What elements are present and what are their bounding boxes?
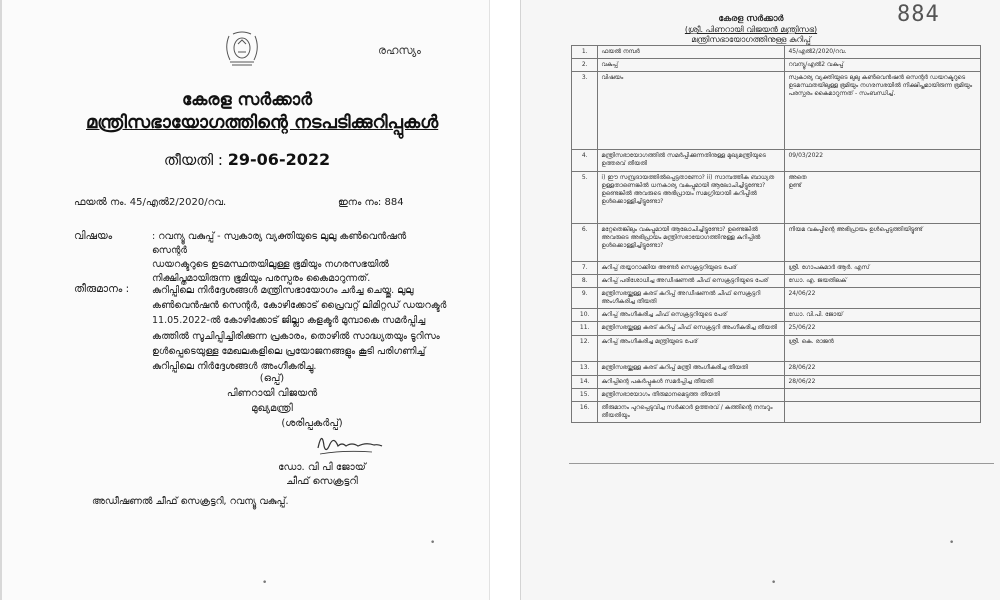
row-number: 10. — [572, 309, 598, 322]
table-row — [572, 59, 981, 72]
table-row — [572, 389, 981, 402]
row-label: കുറിപ്പിന്റെ പകർപ്പുകൾ സമർപ്പിച്ച തീയതി — [598, 376, 785, 389]
row-number: 1. — [572, 46, 598, 59]
subject-text — [152, 230, 444, 286]
page-title: മന്ത്രിസഭായോഗത്തിന്റെ നടപടിക്കുറിപ്പുകൾ — [86, 112, 439, 133]
chief-secretary-name: ഡോ. വി പി ജോയ് — [278, 462, 366, 473]
row-label: കുറിപ്പ് തയ്യാറാക്കിയ അണ്ടർ സെക്രട്ടറിയുടെ പേര് — [598, 262, 785, 275]
row-value: 28/06/22 — [785, 362, 981, 376]
row-label: തീരുമാനം പുറപ്പെടുവിച്ച സർക്കാർ ഉത്തരവ് / കത്തിന്റെ നമ്പറും തീയതിയും — [598, 402, 785, 423]
row-value: റവന്യൂ/എൽ2 വകുപ്പ് — [785, 59, 981, 72]
row-number: 3. — [572, 72, 598, 150]
table-row — [572, 402, 981, 423]
chief-secretary-title: ചീഫ് സെക്രട്ടറി — [286, 476, 358, 487]
subject-line: നിക്ഷിപ്തമായിരുന്ന ഭൂമിയും പരസ്പരം കൈമാറുന്നത്. — [152, 273, 371, 284]
decision-line: കത്തിൽ സൂചിപ്പിച്ചിരിക്കുന്ന പ്രകാരം, തൊഴിൽ സാദ്ധ്യതയും ടൂറിസം — [152, 330, 440, 342]
row-number: 9. — [572, 288, 598, 309]
table-row — [572, 288, 981, 309]
table-row — [572, 309, 981, 322]
row-label: മന്ത്രിസഭായോഗം തീരുമാനമെടുത്ത തീയതി — [598, 389, 785, 402]
scan-dot-icon: • — [262, 578, 268, 588]
decision-line: 11.05.2022-ൽ കോഴിക്കോട് ജില്ലാ കളക്ടർ മുമ്പാകെ സമർപ്പിച്ച — [152, 315, 426, 327]
row-label: മറ്റേതെങ്കിലും വകുപ്പുമായി ആലോചിച്ചിട്ടുണ്ടോ? ഉണ്ടെങ്കിൽ അവരുടെ അഭിപ്രായം മന്ത്രിസഭായോഗത്തിനുള്ള കുറിപ്പിൽ ഉൾക്കൊള്ളിച്ചിട്ടുണ്ടോ? — [598, 224, 785, 262]
table-row — [572, 336, 981, 362]
subject-line: : റവന്യൂ വകുപ്പ് - സ്വകാര്യ വ്യക്തിയുടെ ലുലു കൺവെൻഷൻ സെന്റർ — [152, 231, 407, 256]
decision-line: കൺവെൻഷൻ സെന്റർ, കോഴിക്കോട് പ്രൈവറ്റ് ലിമിറ്റഡ് ഡയറക്ടർ — [152, 300, 447, 312]
row-number: 7. — [572, 262, 598, 275]
table-row — [572, 172, 981, 224]
row-label: ഫയൽ നമ്പർ — [598, 46, 785, 59]
decision-text — [152, 283, 448, 374]
note-ministry-heading: (ശ്രീ. പിണറായി വിജയൻ മന്ത്രിസഭ) — [684, 25, 818, 34]
cm-title: മുഖ്യമന്ത്രി — [251, 403, 293, 414]
row-label: മന്ത്രിസഭയ്ക്കുള്ള കരട് കുറിപ്പ് മന്ത്രി അംഗീകരിച്ച തീയതി — [598, 362, 785, 376]
row-number: 6. — [572, 224, 598, 262]
row-value — [785, 389, 981, 402]
scan-dot-icon: • — [430, 538, 436, 548]
row-label: വകുപ്പ് — [598, 59, 785, 72]
note-govt-heading: കേരള സർക്കാർ — [718, 14, 784, 24]
table-row — [572, 275, 981, 288]
note-table — [571, 45, 981, 423]
table-row — [572, 262, 981, 275]
cabinet-note-page — [520, 0, 1000, 600]
row-value: 28/06/22 — [785, 376, 981, 389]
secret-label: രഹസ്യം — [378, 44, 421, 57]
kerala-emblem-icon — [220, 28, 264, 68]
cm-sd: (ഒപ്പ്) — [259, 373, 285, 384]
row-label: i) ഈ സമ്പ്രദായത്തിൽപ്പെട്ടതാണോ? ii) സാമ്പത്തിക ബാധ്യത ഉള്ളതാണെങ്കിൽ ധനകാര്യ വകുപ്പുമായി ആലോചിച്ചിട്ടുണ്ടോ? ഉണ്ടെങ്കിൽ അവരുടെ അഭിപ്രായം സമഗ്രിയായി കുറിപ്പിൽ ഉൾക്കൊള്ളിച്ചിട്ടുണ്ടോ? — [598, 172, 785, 224]
row-label: മന്ത്രിസഭയ്ക്കുള്ള കരട് കുറിപ്പ് ചീഫ് സെക്രട്ടറി അംഗീകരിച്ച തീയതി — [598, 322, 785, 336]
file-number: ഫയൽ നം. 45/എൽ2/2020/റവ. — [74, 197, 227, 208]
subject-line: ഡയറക്ടറുടെ ഉടമസ്ഥതയിലുള്ള ഭൂമിയും നഗരസഭയിൽ — [152, 259, 389, 270]
note-title: മന്ത്രിസഭായോഗത്തിനുള്ള കുറിപ്പ് — [691, 35, 811, 44]
copy-to: അഡീഷണൽ ചീഫ് സെക്രട്ടറി, റവന്യൂ വകുപ്പ്. — [92, 496, 289, 507]
minutes-page — [0, 0, 490, 600]
table-row — [572, 376, 981, 389]
row-value: ഡോ. വി.പി. ജോയ് — [785, 309, 981, 322]
row-number: 2. — [572, 59, 598, 72]
page-number: 884 — [897, 2, 940, 27]
row-number: 15. — [572, 389, 598, 402]
table-row — [572, 224, 981, 262]
date-line — [2, 150, 490, 169]
table-row — [572, 362, 981, 376]
row-value: 09/03/2022 — [785, 150, 981, 172]
date-label: തീയതി : — [163, 151, 223, 169]
row-label: വിഷയം — [598, 72, 785, 150]
row-label: കുറിപ്പ് പരിശോധിച്ച അഡീഷണൽ ചീഫ് സെക്രട്ടറിയുടെ പേര് — [598, 275, 785, 288]
row-number: 5. — [572, 172, 598, 224]
row-label: കുറിപ്പ് അംഗീകരിച്ച ചീഫ് സെക്രട്ടറിയുടെ പേര് — [598, 309, 785, 322]
cm-name: പിണറായി വിജയൻ — [226, 388, 318, 399]
row-value: സ്വകാര്യ വ്യക്തിയുടെ ലുലു കൺവെൻഷൻ സെന്റർ ഡയറക്ടറുടെ ഉടമസ്ഥതയിലുള്ള ഭൂമിയും നഗരസഭയിൽ നിക്ഷിപ്തമായിരുന്ന ഭൂമിയും പരസ്പരം കൈമാറുന്നത് - സംബന്ധിച്ച്. — [785, 72, 981, 150]
row-value: 25/06/22 — [785, 322, 981, 336]
row-value: ശ്രീ. ഗോപകുമാർ ആർ. എസ് — [785, 262, 981, 275]
row-value: 24/06/22 — [785, 288, 981, 309]
decision-line: കുറിപ്പിലെ നിർദ്ദേശങ്ങൾ അംഗീകരിച്ചു. — [152, 361, 317, 373]
row-number: 14. — [572, 376, 598, 389]
signature-mark — [314, 424, 386, 460]
scan-dot-icon: • — [949, 538, 955, 548]
row-number: 4. — [572, 150, 598, 172]
subject-label: വിഷയം — [74, 230, 113, 242]
decision-label: തീരുമാനം : — [74, 283, 130, 295]
table-row — [572, 150, 981, 172]
row-number: 8. — [572, 275, 598, 288]
government-name: കേരള സർക്കാർ — [181, 90, 313, 110]
date-value: 29-06-2022 — [227, 150, 331, 169]
row-value: അതെ ഉണ്ട് — [785, 172, 981, 224]
row-label: മന്ത്രിസഭായോഗത്തിൽ സമർപ്പിക്കുന്നതിനുള്ള മുഖ്യമന്ത്രിയുടെ ഉത്തരവ് തീയതി — [598, 150, 785, 172]
certified-copy-label: (ശരിപ്പകർപ്പ്) — [281, 418, 343, 429]
table-row — [572, 322, 981, 336]
table-bottom-rule — [569, 463, 994, 464]
row-value: ശ്രീ. കെ. രാജൻ — [785, 336, 981, 362]
row-value: 45/എൽ2/2020/റവ. — [785, 46, 981, 59]
decision-line: കുറിപ്പിലെ നിർദ്ദേശങ്ങൾ മന്ത്രിസഭായോഗം ചർച്ച ചെയ്തു. ലുലു — [152, 285, 414, 296]
table-row — [572, 72, 981, 150]
row-number: 13. — [572, 362, 598, 376]
row-number: 11. — [572, 322, 598, 336]
item-number: ഇനം നം: 884 — [338, 197, 404, 208]
row-label: കുറിപ്പ് അംഗീകരിച്ച മന്ത്രിയുടെ പേര് — [598, 336, 785, 362]
row-label: മന്ത്രിസഭയ്ക്കുള്ള കരട് കുറിപ്പ് അഡീഷണൽ ചീഫ് സെക്രട്ടറി അംഗീകരിച്ച തീയതി — [598, 288, 785, 309]
row-value: ഡോ. എ. ജയതിലക് — [785, 275, 981, 288]
row-number: 12. — [572, 336, 598, 362]
row-number: 16. — [572, 402, 598, 423]
scan-dot-icon: • — [771, 578, 777, 588]
table-row — [572, 46, 981, 59]
row-value — [785, 402, 981, 423]
decision-line: ഉൾപ്പെടെയുള്ള മേഖലകളിലെ പ്രയോജനങ്ങളും കൂടി പരിഗണിച്ച് — [152, 345, 426, 357]
row-value: നിയമ വകുപ്പിന്റെ അഭിപ്രായം ഉൾപ്പെടുത്തിയിട്ടുണ്ട് — [785, 224, 981, 262]
